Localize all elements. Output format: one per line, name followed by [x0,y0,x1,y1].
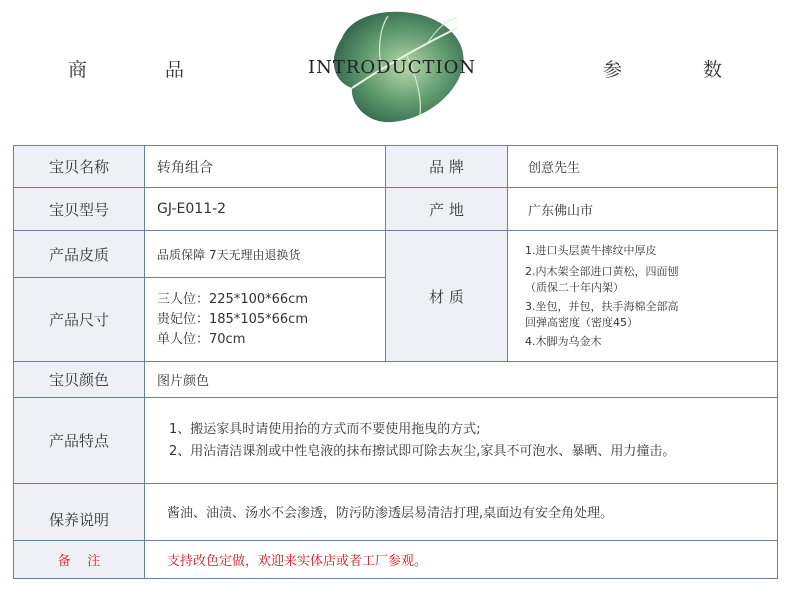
brand-label: 品 牌 [386,146,507,187]
header-word-shu: 数 [703,59,723,81]
header [0,0,790,130]
material-line: 3.坐包，并包，扶手海棉全部高 [525,299,679,313]
feature-values [145,398,777,483]
feature-label: 产品特点 [14,398,144,483]
brand-value: 创意先生 [528,161,581,176]
color-value: 图片颜色 [157,374,210,389]
spec-table [13,145,778,579]
material-label: 材 质 [386,231,507,361]
size-values [145,278,385,361]
size-line: 单人位：70cm [157,331,246,347]
material-values [508,231,777,361]
material-line: 4.木脚为乌金木 [525,334,602,348]
origin-label: 产 地 [386,188,507,230]
origin-value: 广东佛山市 [528,203,594,219]
material-line: 1.进口头层黄牛摔纹中厚皮 [525,243,657,257]
feature-line: 2、用沾清洁课剂或中性皂液的抹布擦试即可除去灰尘,家具不可泡水、暴晒、用力撞击。 [169,443,676,459]
name-label: 宝贝名称 [14,146,144,187]
material-line: 回弹高密度（密度45） [525,315,638,329]
care-value: 酱油、油渍、汤水不会渗透，防污防渗透层易清洁打理,桌面边有安全角处理。 [167,506,614,521]
name-value: 转角组合 [157,159,213,176]
material-line: 2.内木架全部进口黄松，四面刨 [525,264,679,278]
care-label: 保养说明 [14,484,144,540]
material-line: （质保二十年内架） [525,280,624,294]
note-label: 备 注 [14,541,144,578]
color-label: 宝贝颜色 [14,362,144,397]
model-value: GJ-E011-2 [157,201,227,217]
model-label: 宝贝型号 [14,188,144,230]
introduction-title: INTRODUCTION [308,57,477,78]
size-label: 产品尺寸 [14,278,144,361]
size-line: 贵妃位：185*105*66cm [157,311,308,327]
header-word-pin: 品 [165,59,185,81]
quality-label: 产品皮质 [14,231,144,277]
size-line: 三人位：225*100*66cm [157,291,308,307]
note-value: 支持改色定做，欢迎来实体店或者工厂参观。 [167,554,428,569]
quality-value: 品质保障 7天无理由退换货 [157,247,301,262]
feature-line: 1、搬运家具时请使用抬的方式而不要使用拖曳的方式; [169,421,481,437]
header-word-shang: 商 [68,59,88,81]
header-word-can: 参 [603,59,623,81]
